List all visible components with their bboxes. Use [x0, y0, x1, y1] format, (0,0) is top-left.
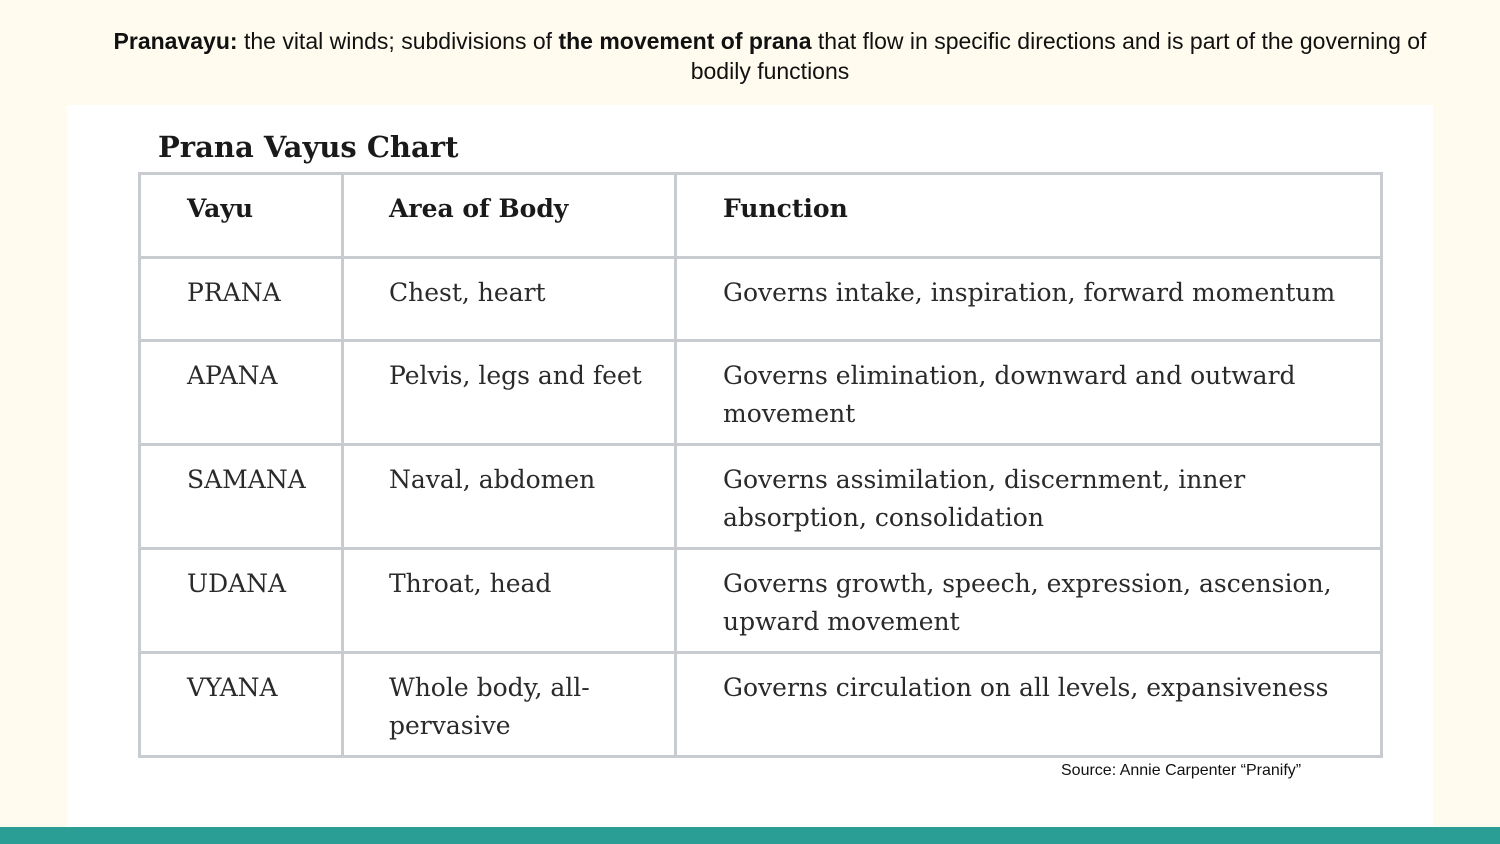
header-area: Area of Body [343, 174, 676, 258]
area-cell: Chest, heart [343, 258, 676, 341]
term-label: Pranavayu: [113, 28, 238, 54]
definition-caption [90, 26, 1450, 86]
area-cell: Whole body, all-pervasive [343, 653, 676, 757]
vayu-cell: SAMANA [140, 445, 343, 549]
area-cell: Throat, head [343, 549, 676, 653]
area-cell: Pelvis, legs and feet [343, 341, 676, 445]
table-row [140, 258, 1382, 341]
prana-vayus-table [138, 172, 1383, 758]
definition-text-2: that flow in specific directions and is part of the governing of bodily functions [690, 28, 1427, 84]
vayu-cell: UDANA [140, 549, 343, 653]
footer-bar [0, 827, 1500, 844]
header-function: Function [676, 174, 1382, 258]
chart-title: Prana Vayus Chart [158, 130, 459, 164]
vayu-cell: VYANA [140, 653, 343, 757]
function-cell: Governs intake, inspiration, forward momentum [676, 258, 1382, 341]
function-cell: Governs assimilation, discernment, inner absorption, consolidation [676, 445, 1382, 549]
function-cell: Governs circulation on all levels, expansiveness [676, 653, 1382, 757]
definition-text-1: the vital winds; subdivisions of [237, 28, 559, 54]
table-row [140, 341, 1382, 445]
table-row [140, 549, 1382, 653]
header-vayu: Vayu [140, 174, 343, 258]
source-citation: Source: Annie Carpenter “Pranify” [1061, 762, 1302, 779]
table-row [140, 653, 1382, 757]
area-cell: Naval, abdomen [343, 445, 676, 549]
vayu-cell: PRANA [140, 258, 343, 341]
vayu-cell: APANA [140, 341, 343, 445]
function-cell: Governs elimination, downward and outward movement [676, 341, 1382, 445]
table-header-row [140, 174, 1382, 258]
table-row [140, 445, 1382, 549]
function-cell: Governs growth, speech, expression, ascension, upward movement [676, 549, 1382, 653]
definition-emphasis: the movement of prana [558, 28, 812, 54]
